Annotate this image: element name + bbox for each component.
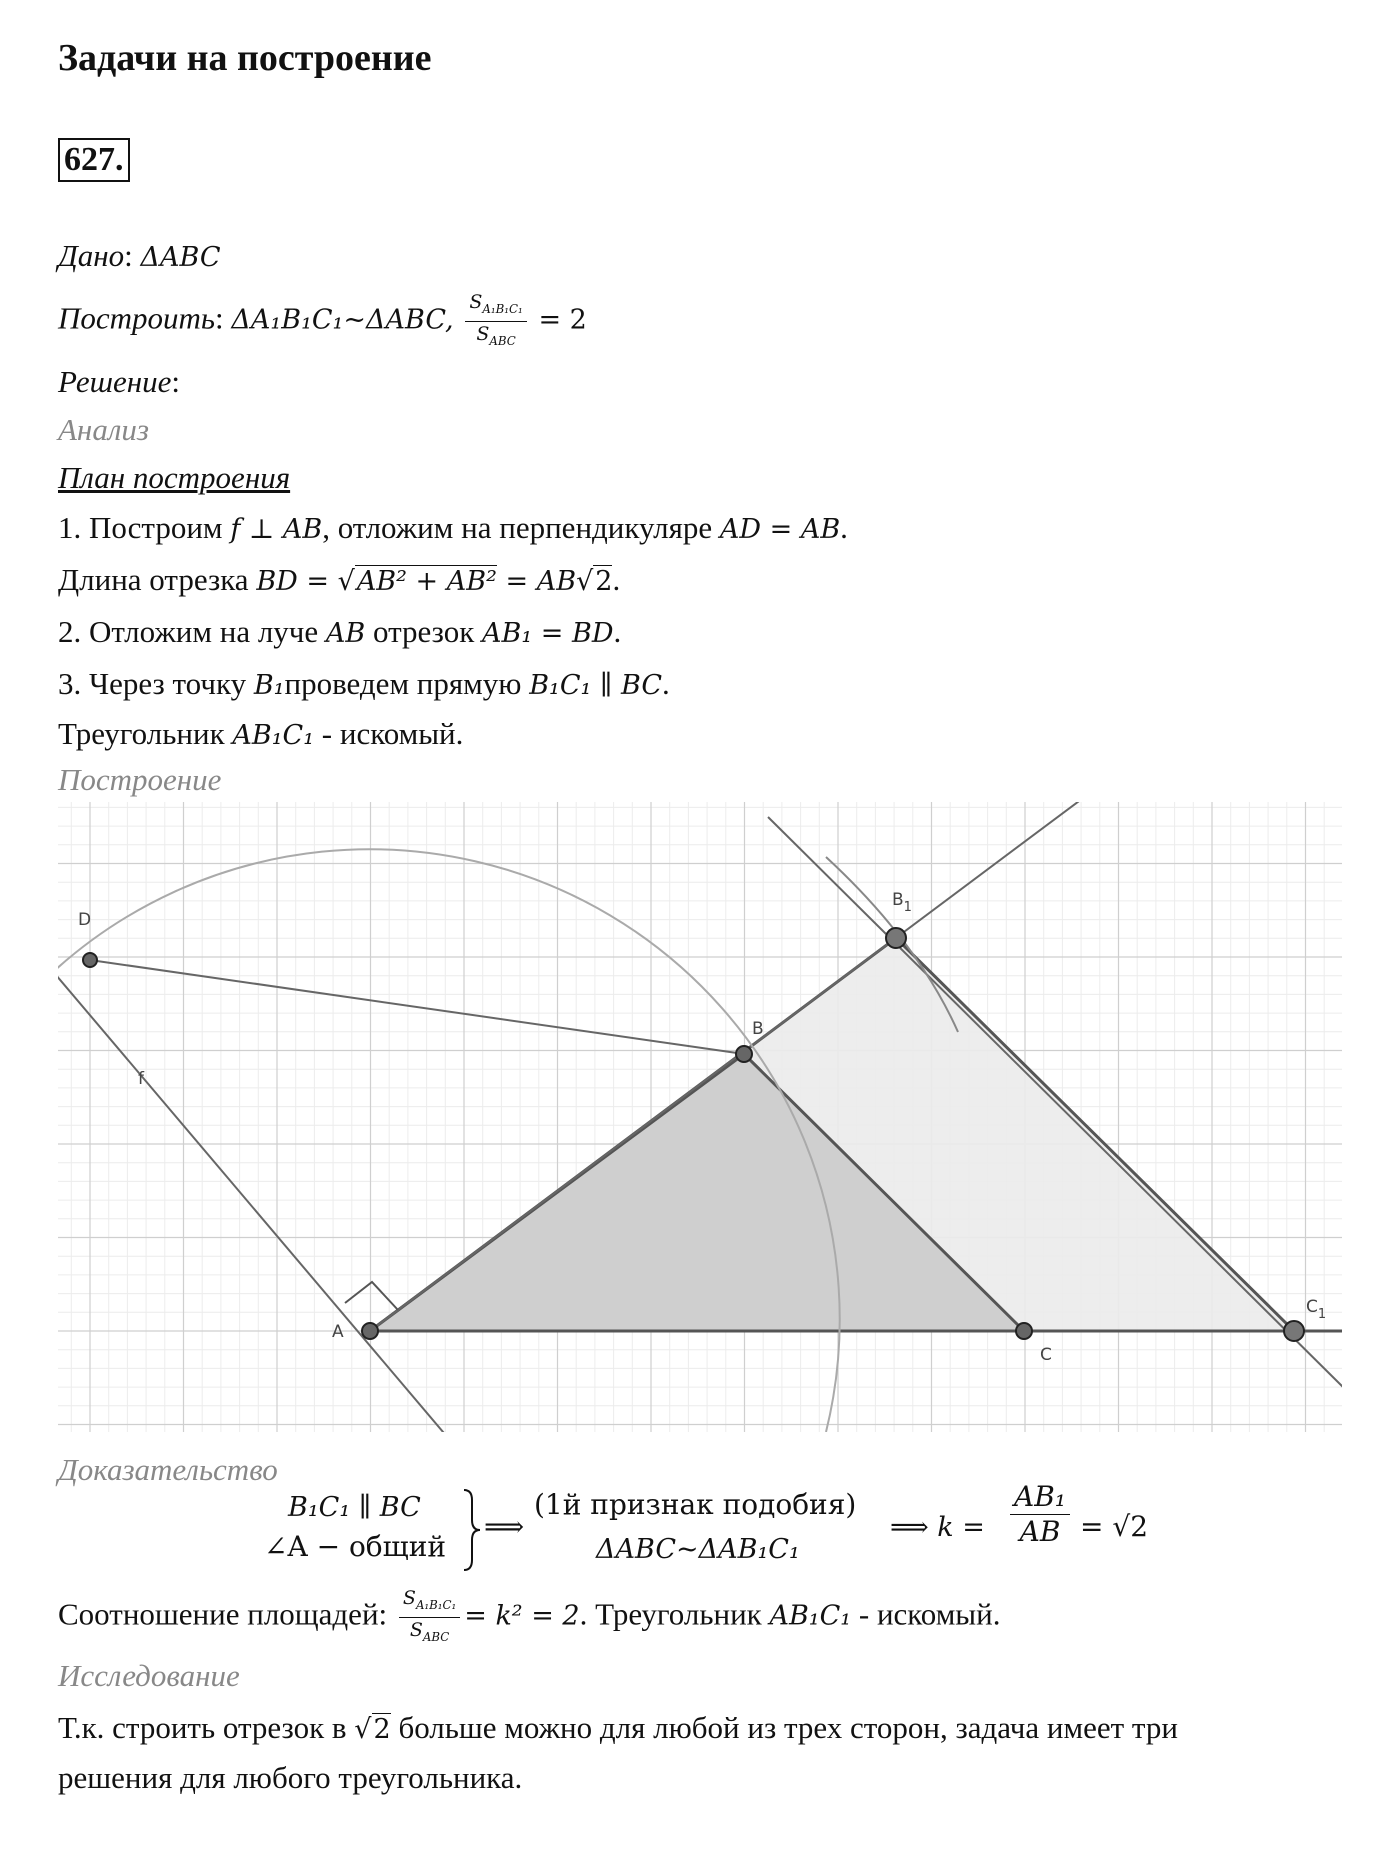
research-sqrt: 2: [373, 1714, 391, 1745]
plan-result: [58, 716, 463, 752]
point-a: [362, 1323, 378, 1339]
result-text-a: Треугольник: [58, 716, 233, 751]
areas-num-sub: A₁B₁C₁: [415, 1597, 457, 1612]
proof-criterion: (1й признак подобия): [534, 1488, 857, 1521]
label-f: f: [138, 1069, 144, 1089]
step3-text-a: 3. Через точку: [58, 666, 254, 701]
analysis-label: Анализ: [58, 412, 149, 447]
proof-similarity: [596, 1532, 800, 1565]
research-text-a: Т.к. строить отрезок в: [58, 1710, 355, 1745]
point-b: [736, 1046, 752, 1062]
areas-num: S: [402, 1587, 416, 1609]
step1-text-c: .: [840, 510, 848, 545]
proof-k-value: = √2: [1080, 1510, 1149, 1543]
research-label: Исследование: [58, 1658, 240, 1693]
frac-num: S: [469, 291, 483, 313]
construct-eq: = 2: [538, 304, 587, 336]
len-math-2: = AB: [496, 566, 577, 597]
areas-ratio: [399, 1586, 460, 1649]
label-d: D: [78, 910, 92, 930]
step1-text-b: , отложим на перпендикуляре: [322, 510, 720, 545]
k-den: AB: [1019, 1515, 1061, 1548]
frac-num-sub: A₁B₁C₁: [482, 301, 523, 316]
areas-math-2: AB₁C₁: [769, 1600, 852, 1632]
drawing: [58, 802, 1342, 1432]
proof-cond-2: [264, 1530, 446, 1563]
label-c: C: [1040, 1345, 1052, 1365]
construct-label: Построить: [58, 300, 216, 336]
result-text-b: - искомый.: [314, 716, 464, 751]
label-b1: $B_1$: [892, 890, 912, 915]
step1-math-2: AD = AB: [719, 514, 841, 545]
cond2-text: ∠A − общий: [264, 1530, 447, 1563]
len-text-a: Длина отрезка: [58, 562, 257, 597]
step2-text-a: 2. Отложим на луче: [58, 614, 326, 649]
areas-line: [58, 1586, 1000, 1649]
areas-text-c: - искомый.: [851, 1596, 1001, 1632]
frac-den: S: [476, 322, 490, 345]
proof-label: Доказательство: [58, 1452, 278, 1487]
research-line-1: Т.к. строить отрезок в √2 больше можно для любой из трех сторон, задача имеет три: [58, 1710, 1178, 1745]
frac-den-sub: ABC: [489, 333, 516, 348]
cond1-text: B₁C₁ ∥ BC: [288, 1492, 421, 1523]
solution-label: Решение: [58, 364, 172, 399]
arrow2-text: ⟹ k =: [890, 1512, 985, 1543]
point-b1: [886, 928, 906, 948]
plan-step-1: [58, 510, 848, 546]
plan-label-line: [58, 460, 290, 496]
len-sqrt-2: 2: [595, 566, 613, 597]
research-line-2: решения для любого треугольника.: [58, 1760, 523, 1795]
step2-text-b: отрезок: [365, 614, 483, 649]
step2-text-c: .: [613, 614, 622, 649]
given-value: ΔABC: [140, 242, 221, 273]
page-title: Задачи на построение: [58, 37, 432, 79]
step3-text-b: проведем прямую: [284, 666, 530, 701]
given-label: Дано: [58, 238, 125, 273]
right-angle-mark: [345, 1282, 398, 1310]
label-a: A: [332, 1322, 344, 1342]
label-c1: $C_1$: [1306, 1297, 1327, 1322]
segment-db: [90, 960, 744, 1054]
construction-figure: [58, 802, 1342, 1432]
len-text-c: .: [612, 562, 621, 597]
plan-step-2: [58, 614, 621, 650]
label-b: B: [752, 1019, 764, 1039]
areas-math: = k² = 2: [464, 1600, 580, 1632]
proof-k-fraction: [1010, 1480, 1070, 1549]
areas-text-b: . Треугольник: [579, 1596, 770, 1632]
step1-text-a: 1. Построим: [58, 510, 231, 545]
area-ratio: [465, 290, 526, 353]
point-c1: [1284, 1321, 1304, 1341]
proof-cond-1: [288, 1490, 421, 1523]
step3-math-2: B₁C₁ ∥ BC: [529, 670, 662, 701]
areas-den: S: [409, 1618, 423, 1641]
line-f: [58, 942, 460, 1432]
step2-math-1: AB: [325, 618, 366, 649]
len-sqrt: AB² + AB²: [356, 566, 497, 597]
result-math: AB₁C₁: [232, 720, 315, 751]
point-c: [1016, 1323, 1032, 1339]
research-text-b: больше можно для любой из трех сторон, задача имеет три: [390, 1710, 1178, 1745]
plan-step-3: [58, 666, 670, 702]
proof-arrow-2: [890, 1510, 985, 1543]
len-math-1: BD =: [256, 566, 338, 597]
proof-arrow-1: ⟹: [484, 1510, 525, 1543]
construct-line: Построить: ΔA₁B₁C₁~ΔABC, $\frac{S_{A_1B_1C_1}}{S_{ABC}}$ = 2: [58, 290, 587, 353]
point-d: [83, 953, 97, 967]
given-line: Дано: ΔABC: [58, 238, 221, 273]
brace-icon: [462, 1488, 482, 1572]
crit2-text: ΔABC~ΔAB₁C₁: [596, 1534, 800, 1565]
step3-math-1: B₁: [253, 670, 285, 701]
areas-den-sub: ABC: [422, 1629, 450, 1644]
plan-label: План построения: [58, 460, 291, 495]
step2-math-2: AB₁ = BD: [482, 618, 614, 649]
areas-text-a: Соотношение площадей:: [58, 1596, 395, 1632]
problem-number: 627.: [58, 138, 130, 182]
k-num: AB₁: [1010, 1480, 1070, 1515]
construct-value: ΔA₁B₁C₁~ΔABC,: [231, 304, 454, 336]
step3-text-c: .: [661, 666, 670, 701]
solution-line: Решение:: [58, 364, 180, 399]
construction-label: Построение: [58, 762, 222, 797]
plan-length: Длина отрезка BD = √AB² + AB² = AB√2.: [58, 562, 621, 597]
step1-math-1: f ⊥ AB: [230, 514, 323, 545]
